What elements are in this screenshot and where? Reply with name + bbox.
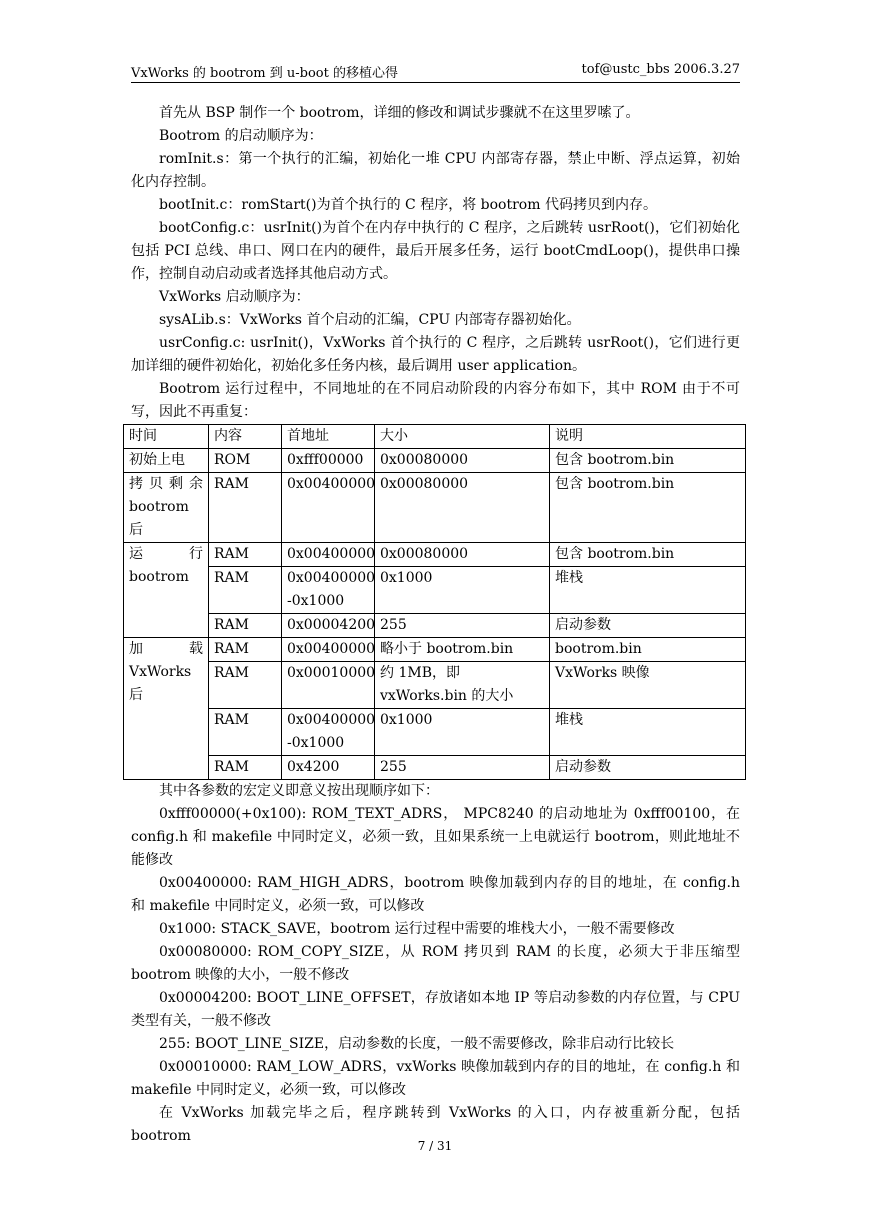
content-cell: RAM bbox=[209, 662, 282, 709]
intro-paragraphs bbox=[131, 102, 740, 424]
address-cell: 0x00400000 -0x1000 bbox=[282, 567, 375, 614]
address-cell: 0x00400000 bbox=[282, 543, 375, 567]
page-number: 7 / 31 bbox=[417, 1139, 453, 1153]
address-cell: 0x4200 bbox=[282, 756, 375, 780]
table-row bbox=[124, 449, 746, 473]
header-title: VxWorks 的 bootrom 到 u-boot 的移植心得 bbox=[131, 66, 398, 81]
table-row bbox=[124, 662, 746, 709]
size-cell: 255 bbox=[375, 756, 550, 780]
content-cell: RAM bbox=[209, 614, 282, 638]
description-cell: 堆栈 bbox=[550, 709, 746, 756]
address-cell: 0x00400000 bbox=[282, 473, 375, 543]
description-cell: 包含 bootrom.bin bbox=[550, 473, 746, 543]
memory-layout-table bbox=[123, 424, 746, 780]
paragraph: 0x00010000: RAM_LOW_ADRS，vxWorks 映像加载到内存的目的地址，在 config.h 和 makefile 中同时定义，必须一致，可以修改 bbox=[131, 1059, 740, 1098]
paragraph: Bootrom 运行过程中，不同地址的在不同启动阶段的内容分布如下，其中 ROM 由于不可写，因此不再重复： bbox=[131, 381, 740, 420]
paragraph: romInit.s：第一个执行的汇编，初始化一堆 CPU 内部寄存器，禁止中断、浮点运算，初始化内存控制。 bbox=[131, 151, 740, 190]
size-cell: 略小于 bootrom.bin bbox=[375, 638, 550, 662]
paragraph: 其中各参数的宏定义即意义按出现顺序如下： bbox=[159, 783, 439, 799]
paragraph: usrConfig.c: usrInit()，VxWorks 首个执行的 C 程序，之后跳转 usrRoot()，它们进行更加详细的硬件初始化，初始化多任务内核，最后调用 user application。 bbox=[131, 335, 740, 374]
address-cell: 0x00400000 -0x1000 bbox=[282, 709, 375, 756]
description-cell: bootrom.bin bbox=[550, 638, 746, 662]
stage-cell: 运行 bootrom bbox=[124, 543, 209, 638]
table-header-cell: 时间 bbox=[124, 425, 209, 449]
parameter-paragraphs bbox=[131, 780, 740, 1148]
address-cell: 0x00010000 bbox=[282, 662, 375, 709]
content-cell: ROM bbox=[209, 449, 282, 473]
stage-cell: 加载 VxWorks 后 bbox=[124, 638, 209, 780]
description-cell: 包含 bootrom.bin bbox=[550, 449, 746, 473]
paragraph: sysALib.s：VxWorks 首个启动的汇编，CPU 内部寄存器初始化。 bbox=[159, 312, 581, 328]
paragraph: 0xfff00000(+0x100): ROM_TEXT_ADRS， MPC8240 的启动地址为 0xfff00100，在 config.h 和 makefile 中同时定义，必须一致，且如果系统一上电就运行 bootrom，则此地址不能修改 bbox=[131, 806, 740, 868]
table-header-cell: 说明 bbox=[550, 425, 746, 449]
description-cell: VxWorks 映像 bbox=[550, 662, 746, 709]
table-header-cell: 大小 bbox=[375, 425, 550, 449]
table-row bbox=[124, 567, 746, 614]
paragraph: 首先从 BSP 制作一个 bootrom，详细的修改和调试步骤就不在这里罗嗦了。 bbox=[159, 105, 640, 121]
size-cell: 0x1000 bbox=[375, 709, 550, 756]
content-cell: RAM bbox=[209, 638, 282, 662]
size-cell: 0x00080000 bbox=[375, 473, 550, 543]
paragraph: 在 VxWorks 加载完毕之后，程序跳转到 VxWorks 的入口，内存被重新分配，包括 bootrom bbox=[131, 1105, 740, 1144]
stage-cell: 初始上电 bbox=[124, 449, 209, 473]
paragraph: 0x1000: STACK_SAVE，bootrom 运行过程中需要的堆栈大小，一般不需要修改 bbox=[159, 921, 675, 937]
description-cell: 启动参数 bbox=[550, 756, 746, 780]
stage-cell: 拷贝剩余 bootrom 后 bbox=[124, 473, 209, 543]
table-row bbox=[124, 638, 746, 662]
paragraph: 255: BOOT_LINE_SIZE，启动参数的长度，一般不需要修改，除非启动行比较长 bbox=[159, 1036, 675, 1052]
table-header-row bbox=[124, 425, 746, 449]
paragraph: 0x00080000: ROM_COPY_SIZE，从 ROM 拷贝到 RAM 的长度，必须大于非压缩型 bootrom 映像的大小，一般不修改 bbox=[131, 944, 740, 983]
size-cell: 255 bbox=[375, 614, 550, 638]
document-body bbox=[131, 102, 740, 1148]
table-row bbox=[124, 614, 746, 638]
table-header-cell: 首地址 bbox=[282, 425, 375, 449]
table-row bbox=[124, 756, 746, 780]
table-row bbox=[124, 473, 746, 543]
size-cell: 约 1MB，即 vxWorks.bin 的大小 bbox=[375, 662, 550, 709]
address-cell: 0xfff00000 bbox=[282, 449, 375, 473]
description-cell: 堆栈 bbox=[550, 567, 746, 614]
content-cell: RAM bbox=[209, 473, 282, 543]
content-cell: RAM bbox=[209, 756, 282, 780]
address-cell: 0x00400000 bbox=[282, 638, 375, 662]
size-cell: 0x00080000 bbox=[375, 449, 550, 473]
content-cell: RAM bbox=[209, 567, 282, 614]
paragraph: bootConfig.c：usrInit()为首个在内存中执行的 C 程序，之后跳转 usrRoot()，它们初始化包括 PCI 总线、串口、网口在内的硬件，最后开展多任务，运行 bootCmdLoop()，提供串口操作，控制自动启动或者选择其他启动方式。 bbox=[131, 220, 740, 282]
paragraph: 0x00004200: BOOT_LINE_OFFSET，存放诸如本地 IP 等启动参数的内存位置，与 CPU 类型有关，一般不修改 bbox=[131, 990, 740, 1029]
size-cell: 0x1000 bbox=[375, 567, 550, 614]
content-cell: RAM bbox=[209, 709, 282, 756]
paragraph: bootInit.c：romStart()为首个执行的 C 程序，将 bootrom 代码拷贝到内存。 bbox=[159, 197, 657, 213]
address-cell: 0x00004200 bbox=[282, 614, 375, 638]
description-cell: 包含 bootrom.bin bbox=[550, 543, 746, 567]
header-author-date: tof@ustc_bbs 2006.3.27 bbox=[581, 62, 740, 77]
table-header-cell: 内容 bbox=[209, 425, 282, 449]
table-row bbox=[124, 543, 746, 567]
content-cell: RAM bbox=[209, 543, 282, 567]
paragraph: 0x00400000: RAM_HIGH_ADRS，bootrom 映像加载到内存的目的地址，在 config.h 和 makefile 中同时定义，必须一致，可以修改 bbox=[131, 875, 740, 914]
paragraph: VxWorks 启动顺序为： bbox=[159, 289, 310, 305]
description-cell: 启动参数 bbox=[550, 614, 746, 638]
paragraph: Bootrom 的启动顺序为： bbox=[159, 128, 323, 144]
table-row bbox=[124, 709, 746, 756]
page-header bbox=[131, 60, 740, 83]
size-cell: 0x00080000 bbox=[375, 543, 550, 567]
